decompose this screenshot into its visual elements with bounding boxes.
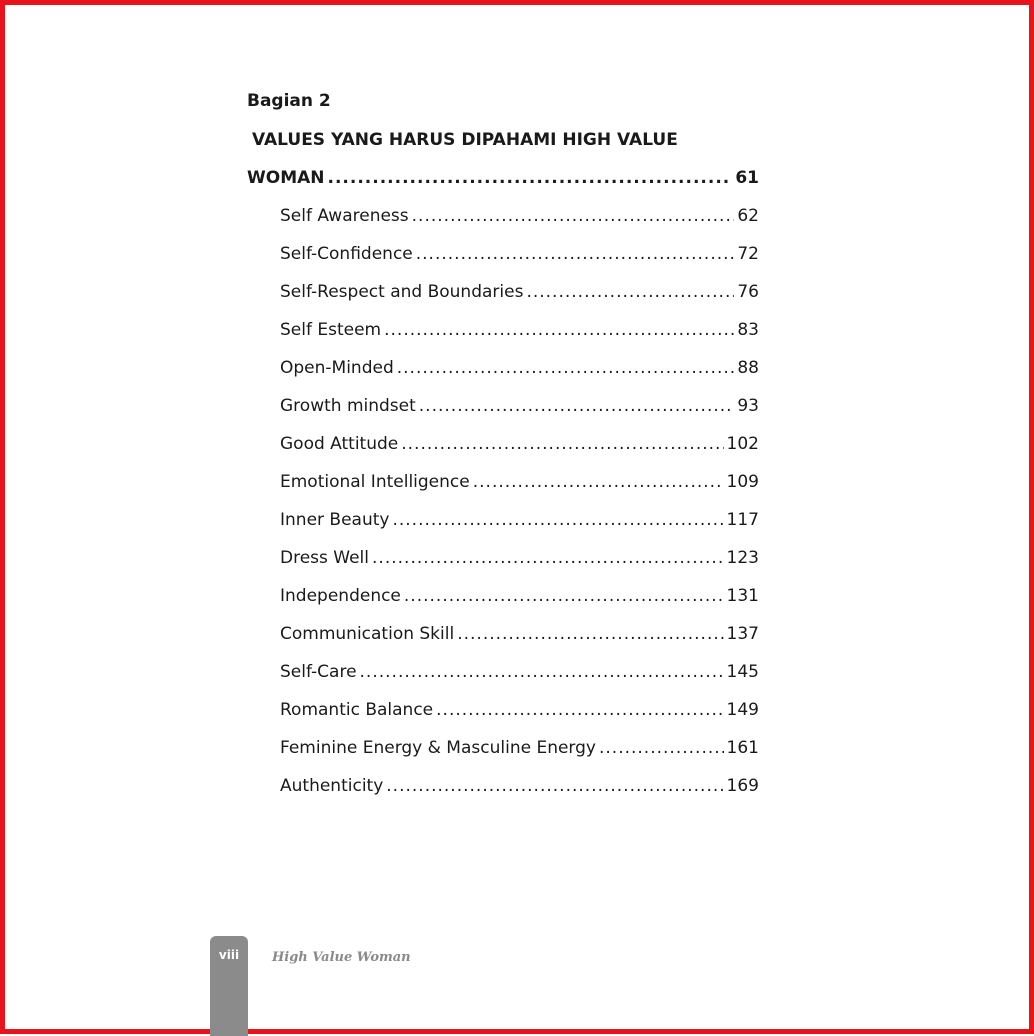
toc-entry-page: 62 <box>737 197 759 235</box>
toc-entry-label: Authenticity <box>280 767 383 805</box>
toc-entry-page: 76 <box>737 273 759 311</box>
part-label: Bagian 2 <box>247 83 759 121</box>
toc-entry-page: 83 <box>737 311 759 349</box>
toc-entry-label: Open-Minded <box>280 349 394 387</box>
toc-entry-label: Communication Skill <box>280 615 454 653</box>
dot-leader <box>416 235 735 273</box>
toc-entry-page: 88 <box>737 349 759 387</box>
toc-entry[interactable] <box>247 387 759 425</box>
dot-leader <box>526 273 734 311</box>
dot-leader <box>473 463 724 501</box>
toc-entry[interactable] <box>247 349 759 387</box>
toc-entry-page: 169 <box>727 767 759 805</box>
toc-entry-label: Romantic Balance <box>280 691 433 729</box>
dot-leader <box>436 691 723 729</box>
toc-entry-page: 131 <box>727 577 759 615</box>
section-title: VALUES YANG HARUS DIPAHAMI HIGH VALUE <box>247 121 759 159</box>
dot-leader <box>392 501 723 539</box>
toc-entry-label: Emotional Intelligence <box>280 463 470 501</box>
toc-entry[interactable] <box>247 235 759 273</box>
toc-entry[interactable] <box>247 653 759 691</box>
toc-entry-label: Inner Beauty <box>280 501 389 539</box>
toc-entry-page: 145 <box>727 653 759 691</box>
toc-entry-page: 137 <box>727 615 759 653</box>
toc-entry[interactable] <box>247 425 759 463</box>
toc-entry[interactable] <box>247 691 759 729</box>
toc-entry-page: 161 <box>727 729 759 767</box>
document-page <box>5 5 1029 1029</box>
toc-entry-page: 102 <box>727 425 759 463</box>
toc-entry-label: Self-Care <box>280 653 357 691</box>
toc-entry-page: 117 <box>727 501 759 539</box>
toc-entry-page: 149 <box>727 691 759 729</box>
toc-entry-label: Self-Respect and Boundaries <box>280 273 523 311</box>
table-of-contents <box>247 83 759 805</box>
toc-entry[interactable] <box>247 501 759 539</box>
toc-entry[interactable] <box>247 197 759 235</box>
dot-leader <box>372 539 724 577</box>
dot-leader <box>360 653 724 691</box>
section-title-continued: WOMAN <box>247 159 325 197</box>
dot-leader <box>599 729 724 767</box>
dot-leader <box>397 349 735 387</box>
toc-entry-label: Good Attitude <box>280 425 398 463</box>
section-title-row[interactable] <box>247 159 759 197</box>
dot-leader <box>386 767 723 805</box>
toc-entry-page: 123 <box>727 539 759 577</box>
toc-entry[interactable] <box>247 615 759 653</box>
dot-leader <box>404 577 724 615</box>
footer-book-title: High Value Woman <box>272 950 411 965</box>
dot-leader <box>457 615 723 653</box>
toc-entry-page: 72 <box>737 235 759 273</box>
toc-entry-label: Feminine Energy & Masculine Energy <box>280 729 596 767</box>
toc-entry-label: Growth mindset <box>280 387 416 425</box>
toc-entry[interactable] <box>247 577 759 615</box>
toc-entry[interactable] <box>247 273 759 311</box>
footer-page-tab <box>210 936 248 1036</box>
section-page-number: 61 <box>735 159 759 197</box>
dot-leader <box>384 311 734 349</box>
dot-leader <box>401 425 723 463</box>
dot-leader <box>412 197 735 235</box>
toc-entry-label: Self Awareness <box>280 197 409 235</box>
toc-entry[interactable] <box>247 463 759 501</box>
footer-page-number: viii <box>210 948 248 962</box>
toc-entry-label: Self Esteem <box>280 311 381 349</box>
toc-entry-label: Independence <box>280 577 401 615</box>
toc-entry[interactable] <box>247 767 759 805</box>
toc-entry-list <box>247 197 759 805</box>
toc-entry-label: Self-Confidence <box>280 235 413 273</box>
toc-entry-label: Dress Well <box>280 539 369 577</box>
toc-entry[interactable] <box>247 311 759 349</box>
toc-entry-page: 93 <box>737 387 759 425</box>
toc-entry[interactable] <box>247 539 759 577</box>
toc-entry[interactable] <box>247 729 759 767</box>
dot-leader <box>419 387 735 425</box>
dot-leader <box>328 159 733 197</box>
toc-entry-page: 109 <box>727 463 759 501</box>
